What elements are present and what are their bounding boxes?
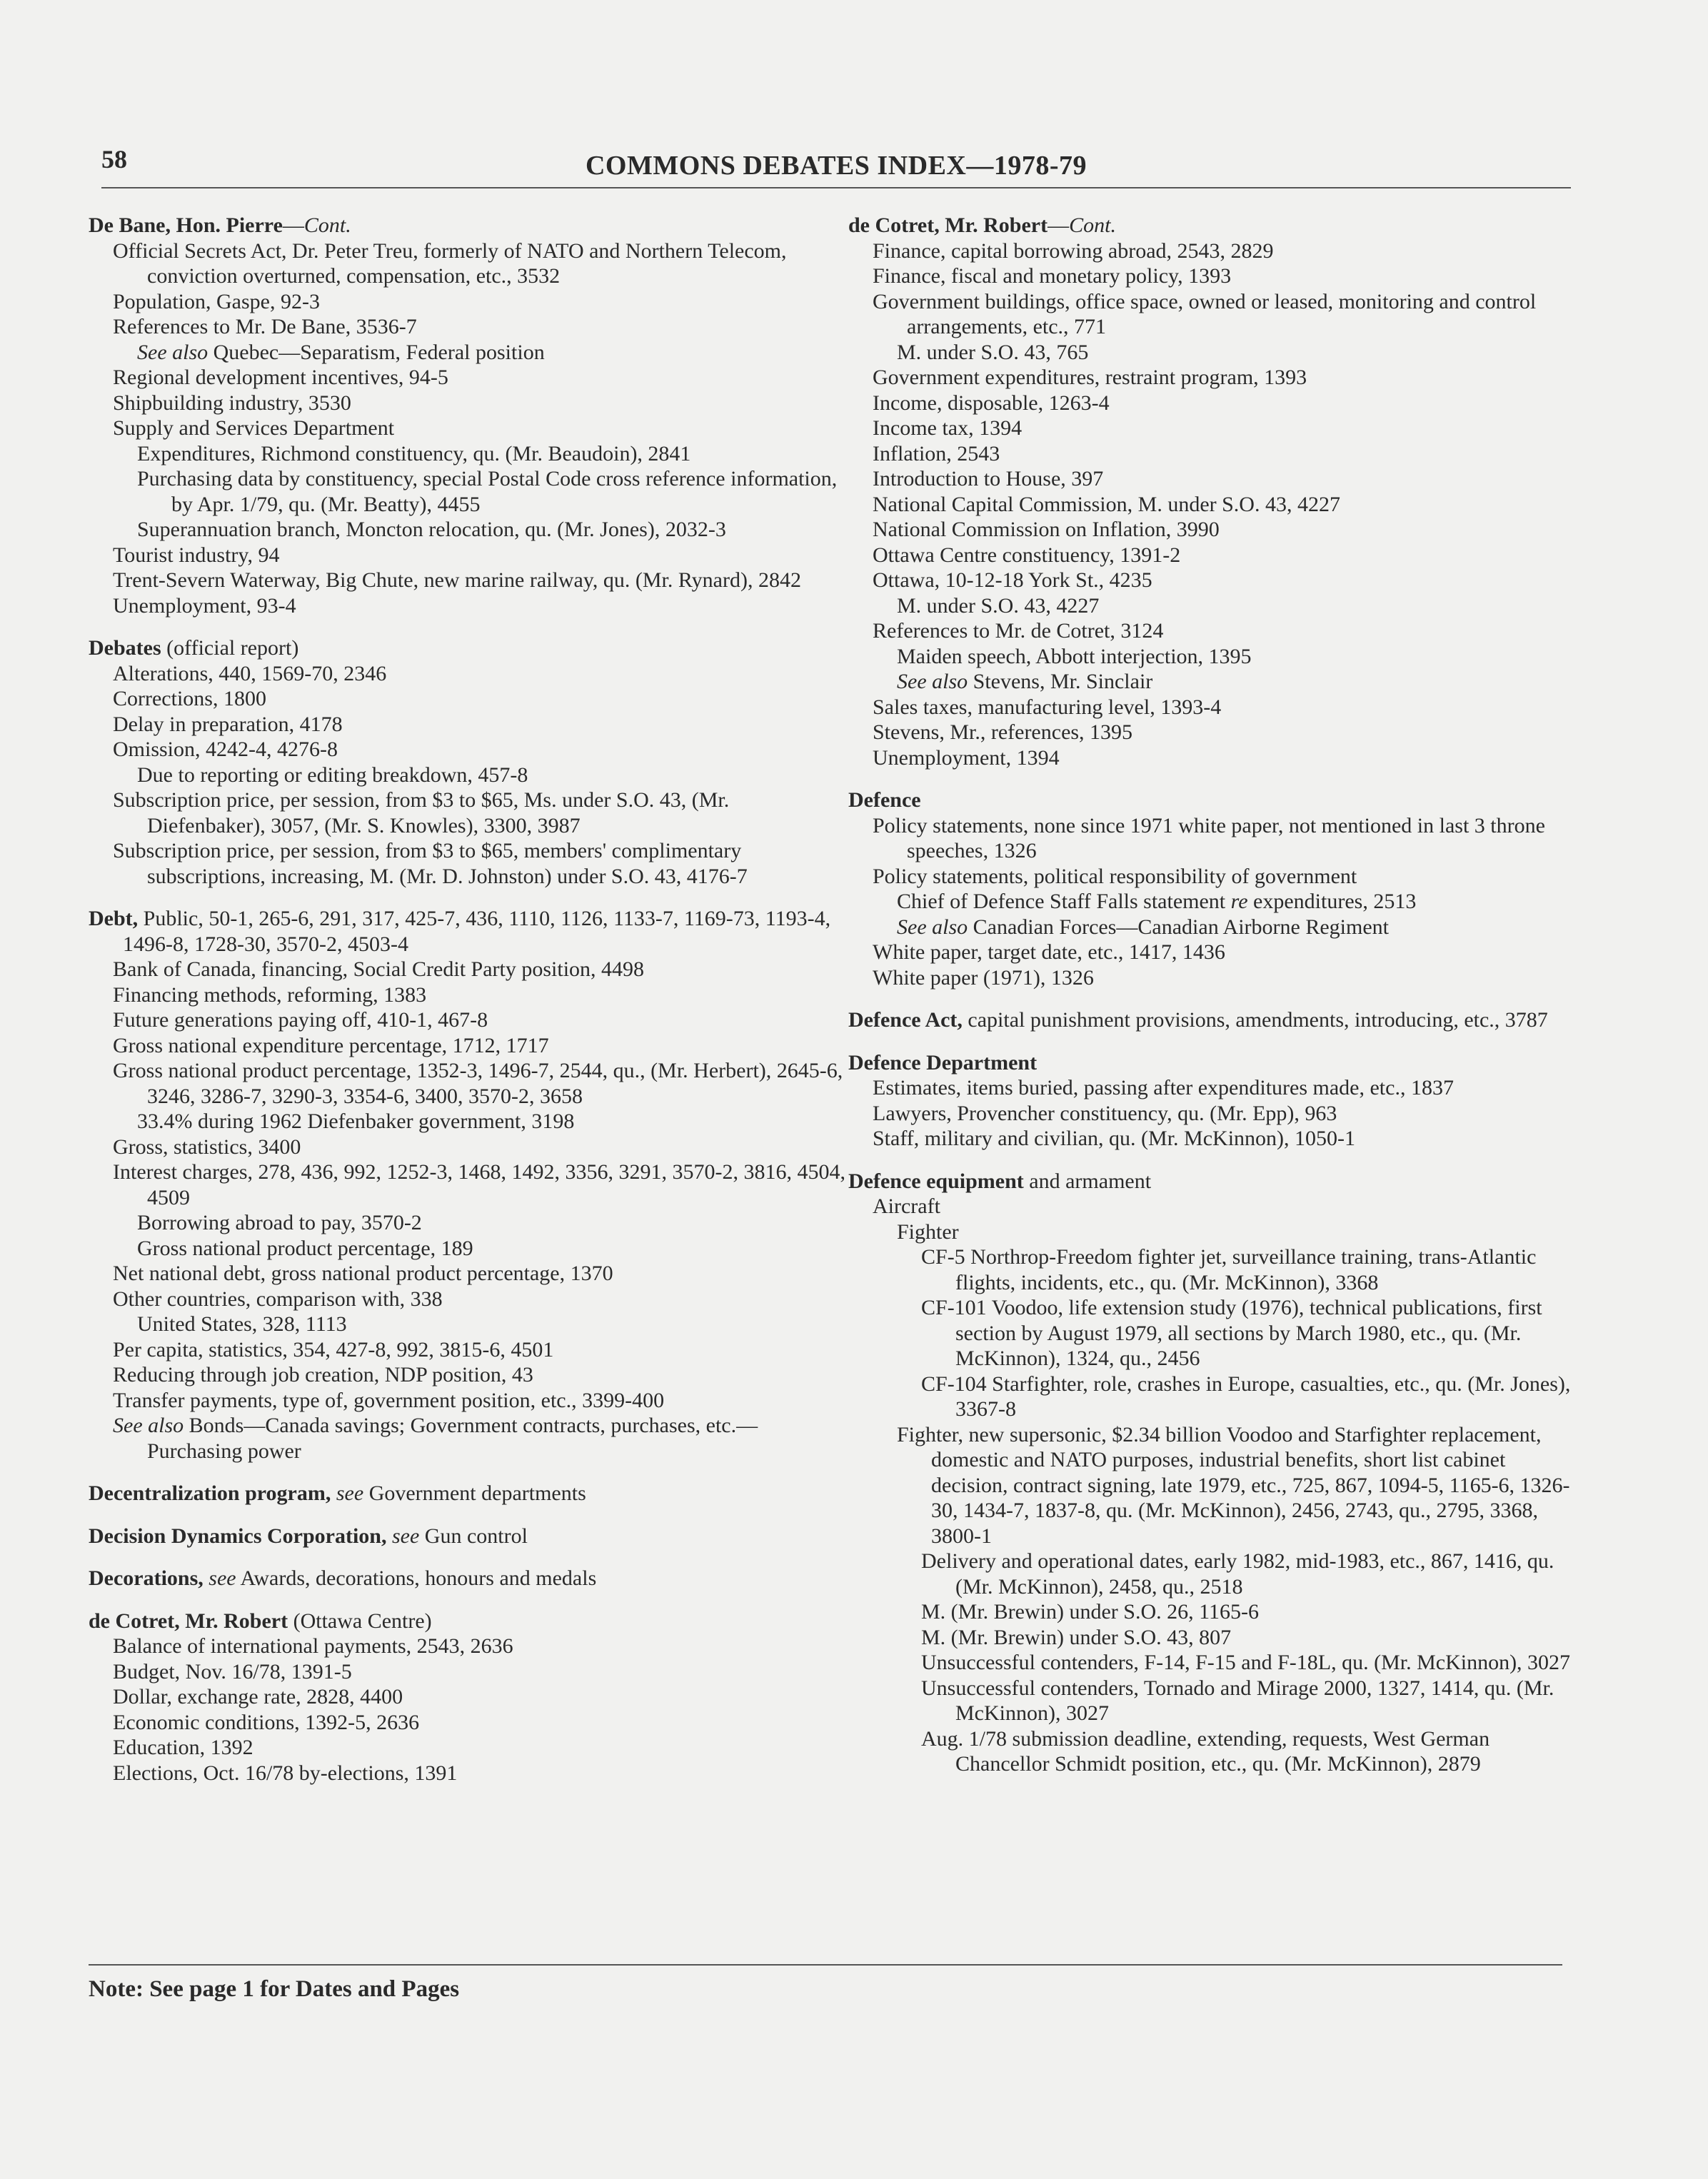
index-heading <box>848 1007 1577 1033</box>
index-text: see <box>209 1566 236 1590</box>
index-text: Trent-Severn Waterway, Big Chute, new marine railway, qu. (Mr. Rynard), 2842 <box>113 568 801 592</box>
index-subentry <box>89 737 845 763</box>
index-subentry <box>89 238 845 289</box>
index-subentry <box>89 763 845 788</box>
index-text: Cont. <box>303 213 351 237</box>
index-subentry <box>89 441 845 467</box>
index-text: Decision Dynamics Corporation, <box>89 1524 387 1548</box>
index-subentry <box>89 314 845 340</box>
index-text: Expenditures, Richmond constituency, qu. (Mr. Beaudoin), 2841 <box>137 441 691 466</box>
index-subentry <box>848 1599 1577 1625</box>
index-entry <box>848 1007 1577 1033</box>
index-text: (official report) <box>161 636 299 660</box>
index-subentry <box>848 593 1577 619</box>
index-text: Defence <box>848 788 921 812</box>
index-subentry <box>848 940 1577 965</box>
index-text: — <box>282 213 304 237</box>
index-text: Estimates, items buried, passing after expenditures made, etc., 1837 <box>873 1076 1454 1099</box>
index-text: M. under S.O. 43, 765 <box>897 340 1089 364</box>
index-text: capital punishment provisions, amendments, introducing, etc., 3787 <box>962 1008 1548 1032</box>
index-subentry <box>89 838 845 889</box>
index-text: Awards, decorations, honours and medals <box>236 1566 597 1590</box>
index-subentry <box>89 1159 845 1210</box>
page-number: 58 <box>101 145 127 173</box>
index-text: Government buildings, office space, owned or leased, monitoring and control arrangements, etc., 771 <box>873 289 1537 338</box>
footer-rule <box>89 1964 1562 1966</box>
index-entry <box>89 635 845 889</box>
index-subentry <box>848 669 1577 695</box>
index-subentry <box>89 787 845 838</box>
index-heading <box>89 213 845 238</box>
index-text: Inflation, 2543 <box>873 441 1000 466</box>
index-text: M. (Mr. Brewin) under S.O. 26, 1165-6 <box>921 1600 1260 1624</box>
page-title: COMMONS DEBATES INDEX—1978-79 <box>585 151 1087 181</box>
index-subentry <box>848 965 1577 991</box>
index-subentry <box>848 864 1577 890</box>
index-text: Net national debt, gross national product percentage, 1370 <box>113 1262 613 1285</box>
index-text: Gross national product percentage, 1352-3, 1496-7, 2544, qu., (Mr. Herbert), 2645-6, 3246, 3286-7, 3290-3, 3354-6, 3400, 3570-2, 3658 <box>113 1059 843 1108</box>
index-text: 33.4% during 1962 Diefenbaker government, 3198 <box>137 1109 575 1133</box>
index-text: References to Mr. De Bane, 3536-7 <box>113 315 417 338</box>
index-heading <box>848 1050 1577 1076</box>
index-text: Financing methods, reforming, 1383 <box>113 982 427 1007</box>
index-text: Finance, fiscal and monetary policy, 1393 <box>873 264 1232 288</box>
index-text: Income, disposable, 1263-4 <box>873 391 1110 415</box>
index-subentry <box>89 1236 845 1262</box>
index-text: Finance, capital borrowing abroad, 2543, 2829 <box>873 238 1274 263</box>
index-text: Bank of Canada, financing, Social Credit Party position, 4498 <box>113 957 645 981</box>
index-heading <box>89 1481 845 1506</box>
index-text: Aug. 1/78 submission deadline, extending, requests, West German Chancellor Schmidt position, etc., qu. (Mr. McKinnon), 2879 <box>921 1726 1490 1776</box>
index-subentry <box>848 568 1577 593</box>
index-text: — <box>1048 213 1070 237</box>
index-text: Subscription price, per session, from $3 to $65, members' complimentary subscriptions, increasing, M. (Mr. D. Johnston) under S.O. 43, 4176-7 <box>113 839 748 888</box>
index-text: Stevens, Mr., references, 1395 <box>873 720 1133 744</box>
index-text: Balance of international payments, 2543, 2636 <box>113 1634 513 1658</box>
index-subentry <box>848 813 1577 864</box>
index-text: Transfer payments, type of, government position, etc., 3399-400 <box>113 1388 665 1412</box>
index-text <box>331 1481 336 1505</box>
index-text: (Ottawa Centre) <box>288 1609 432 1633</box>
index-text: Introduction to House, 397 <box>873 467 1104 490</box>
index-subentry <box>89 543 845 568</box>
index-text: CF-5 Northrop-Freedom fighter jet, surveillance training, trans-Atlantic flights, incidents, etc., qu. (Mr. McKinnon), 3368 <box>921 1245 1537 1294</box>
index-text: Quebec—Separatism, Federal position <box>208 340 545 364</box>
index-subentry <box>89 1761 845 1786</box>
index-text: Gross national product percentage, 189 <box>137 1236 473 1260</box>
index-text: Delay in preparation, 4178 <box>113 712 343 736</box>
index-subentry <box>848 720 1577 745</box>
index-text: Defence Act, <box>848 1008 963 1032</box>
index-heading <box>89 906 845 957</box>
index-subentry <box>848 1295 1577 1372</box>
index-entry <box>89 1609 845 1786</box>
index-subentry <box>89 1634 845 1659</box>
index-subentry <box>89 1058 845 1109</box>
footer-note: Note: See page 1 for Dates and Pages <box>89 1976 460 2002</box>
index-text: Reducing through job creation, NDP position, 43 <box>113 1363 533 1387</box>
index-text: Defence equipment <box>848 1169 1024 1193</box>
index-text: Economic conditions, 1392-5, 2636 <box>113 1710 420 1734</box>
index-text: Alterations, 440, 1569-70, 2346 <box>113 661 387 685</box>
index-subentry <box>89 686 845 712</box>
index-entry <box>848 787 1577 990</box>
index-text: White paper, target date, etc., 1417, 1436 <box>873 940 1225 964</box>
index-text: Due to reporting or editing breakdown, 457-8 <box>137 763 528 787</box>
index-subentry <box>848 1194 1577 1219</box>
index-text <box>386 1524 392 1548</box>
index-text: Debates <box>89 636 161 660</box>
index-text: National Capital Commission, M. under S.O. 43, 4227 <box>873 492 1340 516</box>
index-subentry <box>89 365 845 391</box>
index-subentry <box>89 661 845 687</box>
index-text: Staff, military and civilian, qu. (Mr. McKinnon), 1050-1 <box>873 1127 1356 1150</box>
index-text: Unsuccessful contenders, Tornado and Mirage 2000, 1327, 1414, qu. (Mr. McKinnon), 3027 <box>921 1676 1554 1725</box>
index-text: Other countries, comparison with, 338 <box>113 1287 443 1311</box>
index-subentry <box>848 644 1577 670</box>
index-text: Cont. <box>1069 213 1116 237</box>
index-text: Future generations paying off, 410-1, 467-8 <box>113 1008 488 1032</box>
index-text: Per capita, statistics, 354, 427-8, 992, 3815-6, 4501 <box>113 1337 554 1362</box>
index-text: Borrowing abroad to pay, 3570-2 <box>137 1211 422 1234</box>
index-entry <box>89 1524 845 1549</box>
index-subentry <box>848 1244 1577 1295</box>
index-text: Gross national expenditure percentage, 1712, 1717 <box>113 1033 549 1057</box>
index-text: Gross, statistics, 3400 <box>113 1134 301 1159</box>
index-subentry <box>848 289 1577 340</box>
index-text: De Bane, Hon. Pierre <box>89 213 283 237</box>
index-subentry <box>848 1726 1577 1777</box>
index-subentry <box>89 289 845 315</box>
index-heading <box>848 213 1577 238</box>
index-subentry <box>848 1126 1577 1152</box>
index-subentry <box>89 593 845 619</box>
index-text: National Commission on Inflation, 3990 <box>873 518 1220 541</box>
index-subentry <box>848 1650 1577 1676</box>
index-subentry <box>848 1625 1577 1651</box>
index-subentry <box>848 889 1577 915</box>
index-subentry <box>848 1372 1577 1422</box>
index-text: Decorations, <box>89 1566 204 1590</box>
index-text: Population, Gaspe, 92-3 <box>113 289 320 313</box>
index-text: See also <box>897 915 968 939</box>
index-subentry <box>89 1210 845 1236</box>
index-text: Purchasing data by constituency, special Postal Code cross reference information, by Apr. 1/79, qu. (Mr. Beatty), 4455 <box>137 467 838 516</box>
index-text: Lawyers, Provencher constituency, qu. (Mr. Epp), 963 <box>873 1101 1337 1125</box>
index-heading <box>848 1169 1577 1194</box>
index-text: M. under S.O. 43, 4227 <box>897 593 1100 618</box>
index-text: Official Secrets Act, Dr. Peter Treu, formerly of NATO and Northern Telecom, conviction overturned, compensation, etc., 3532 <box>113 238 787 288</box>
index-entry <box>848 1169 1577 1777</box>
index-text: Ottawa Centre constituency, 1391-2 <box>873 543 1181 567</box>
index-subentry <box>89 1413 845 1464</box>
index-text: Tourist industry, 94 <box>113 543 280 567</box>
index-column-left <box>89 213 845 1803</box>
index-subentry <box>89 1388 845 1414</box>
index-text: Interest charges, 278, 436, 992, 1252-3, 1468, 1492, 3356, 3291, 3570-2, 3816, 4504, 4509 <box>113 1160 846 1209</box>
index-heading <box>89 1566 845 1591</box>
index-text: Budget, Nov. 16/78, 1391-5 <box>113 1659 352 1684</box>
index-text: expenditures, 2513 <box>1247 890 1417 913</box>
index-text: Omission, 4242-4, 4276-8 <box>113 738 338 761</box>
index-text: Government departments <box>363 1481 586 1505</box>
index-heading <box>89 1609 845 1634</box>
index-subentry <box>848 340 1577 366</box>
index-text: Maiden speech, Abbott interjection, 1395 <box>897 644 1252 668</box>
index-text: Sales taxes, manufacturing level, 1393-4 <box>873 695 1222 719</box>
index-heading <box>89 1524 845 1549</box>
index-subentry <box>848 915 1577 940</box>
index-subentry <box>89 1362 845 1388</box>
index-text: Chief of Defence Staff Falls statement <box>897 890 1231 913</box>
index-subentry <box>89 712 845 738</box>
index-subentry <box>89 340 845 366</box>
index-entry <box>89 213 845 618</box>
index-text: and armament <box>1023 1169 1152 1193</box>
index-text: Aircraft <box>873 1194 940 1218</box>
index-text: CF-104 Starfighter, role, crashes in Europe, casualties, etc., qu. (Mr. Jones), 3367-8 <box>921 1372 1571 1421</box>
index-subentry <box>848 618 1577 644</box>
index-subentry <box>89 391 845 416</box>
index-text: Gun control <box>419 1524 528 1548</box>
index-text: re <box>1230 890 1248 913</box>
index-text: Ottawa, 10-12-18 York St., 4235 <box>873 568 1152 592</box>
index-subentry <box>848 238 1577 264</box>
index-text: Fighter, new supersonic, $2.34 billion Voodoo and Starfighter replacement, domestic and NATO purposes, industrial benefits, short list cabinet decision, contract signing, late 1979, etc., 725, 867, 1094-5, 1165-6, 1326-30, 1434-7, 1837-8, qu. (Mr. McKinnon), 2456, 2743, qu., 2795, 3368, 3800-1 <box>897 1422 1570 1548</box>
index-subentry <box>848 441 1577 467</box>
index-subentry <box>89 1287 845 1312</box>
index-subentry <box>89 416 845 441</box>
index-subentry <box>89 1134 845 1160</box>
index-text: see <box>391 1524 420 1548</box>
index-text: See also <box>897 670 968 693</box>
index-subentry <box>89 1337 845 1363</box>
index-subentry <box>89 1109 845 1134</box>
index-text: Unsuccessful contenders, F-14, F-15 and F-18L, qu. (Mr. McKinnon), 3027 <box>921 1651 1571 1674</box>
index-text: Superannuation branch, Moncton relocation, qu. (Mr. Jones), 2032-3 <box>137 518 726 541</box>
index-text: Shipbuilding industry, 3530 <box>113 391 351 415</box>
index-text: Education, 1392 <box>113 1736 253 1759</box>
index-text: Delivery and operational dates, early 1982, mid-1983, etc., 867, 1416, qu. (Mr. McKinnon), 2458, qu., 2518 <box>921 1549 1554 1599</box>
index-subentry <box>89 1735 845 1761</box>
index-subentry <box>89 982 845 1008</box>
index-subentry <box>89 466 845 517</box>
index-entry <box>89 906 845 1464</box>
header-rule <box>101 187 1571 188</box>
index-text: de Cotret, Mr. Robert <box>89 1609 288 1633</box>
index-text: M. (Mr. Brewin) under S.O. 43, 807 <box>921 1625 1232 1649</box>
index-subentry <box>848 1219 1577 1245</box>
index-text: Income tax, 1394 <box>873 416 1023 440</box>
index-subentry <box>89 1007 845 1033</box>
index-subentry <box>848 1676 1577 1726</box>
index-text: United States, 328, 1113 <box>137 1312 347 1336</box>
index-subentry <box>89 568 845 593</box>
index-subentry <box>89 1684 845 1710</box>
index-subentry <box>848 695 1577 720</box>
index-text: CF-101 Voodoo, life extension study (1976), technical publications, first section by August 1979, all sections by March 1980, etc., qu. (Mr. McKinnon), 1324, qu., 2456 <box>921 1296 1542 1370</box>
index-subentry <box>848 745 1577 771</box>
index-text: Policy statements, none since 1971 white paper, not mentioned in last 3 throne speeches, 1326 <box>873 813 1545 862</box>
page-header <box>101 140 1571 190</box>
index-subentry <box>89 1659 845 1685</box>
index-text: Government expenditures, restraint program, 1393 <box>873 366 1307 389</box>
index-text: Elections, Oct. 16/78 by-elections, 1391 <box>113 1761 458 1785</box>
index-subentry <box>89 1312 845 1337</box>
index-text: Bonds—Canada savings; Government contracts, purchases, etc.—Purchasing power <box>147 1414 758 1463</box>
index-entry <box>89 1566 845 1591</box>
index-heading <box>848 787 1577 813</box>
index-text: see <box>336 1481 364 1505</box>
index-text: Decentralization program, <box>89 1481 331 1505</box>
index-subentry <box>848 416 1577 441</box>
index-subentry <box>848 365 1577 391</box>
index-subentry <box>89 517 845 543</box>
index-text: Subscription price, per session, from $3 to $65, Ms. under S.O. 43, (Mr. Diefenbaker), 3057, (Mr. S. Knowles), 3300, 3987 <box>113 788 730 837</box>
index-entry <box>848 1050 1577 1152</box>
index-subentry <box>848 1101 1577 1127</box>
index-text: Debt, <box>89 907 139 930</box>
index-text: See also <box>113 1414 184 1437</box>
index-text: Regional development incentives, 94-5 <box>113 366 448 389</box>
index-heading <box>89 635 845 661</box>
index-text: White paper (1971), 1326 <box>873 965 1094 990</box>
index-text: Public, 50-1, 265-6, 291, 317, 425-7, 436, 1110, 1126, 1133-7, 1169-73, 1193-4, 1496-8, 1728-30, 3570-2, 4503-4 <box>123 907 831 956</box>
index-subentry <box>848 263 1577 289</box>
index-subentry <box>848 543 1577 568</box>
index-subentry <box>848 1549 1577 1599</box>
index-text: Unemployment, 93-4 <box>113 593 296 618</box>
index-subentry <box>848 492 1577 518</box>
index-subentry <box>848 1075 1577 1101</box>
index-text: Fighter <box>897 1219 959 1244</box>
index-subentry <box>848 1422 1577 1549</box>
index-subentry <box>89 1033 845 1059</box>
index-entry <box>89 1481 845 1506</box>
index-text: Policy statements, political responsibility of government <box>873 864 1357 888</box>
index-text: See also <box>137 340 209 364</box>
index-text: Canadian Forces—Canadian Airborne Regiment <box>968 915 1389 939</box>
index-subentry <box>89 957 845 982</box>
index-text: Defence Department <box>848 1050 1038 1075</box>
index-text: Stevens, Mr. Sinclair <box>968 670 1153 693</box>
index-column-right <box>848 213 1577 1794</box>
index-subentry <box>89 1710 845 1736</box>
index-subentry <box>848 517 1577 543</box>
index-text: References to Mr. de Cotret, 3124 <box>873 619 1164 643</box>
index-subentry <box>848 391 1577 416</box>
index-text: Corrections, 1800 <box>113 687 266 710</box>
index-text: Unemployment, 1394 <box>873 745 1060 770</box>
index-text: Dollar, exchange rate, 2828, 4400 <box>113 1685 403 1709</box>
index-subentry <box>848 466 1577 492</box>
index-text: de Cotret, Mr. Robert <box>848 213 1048 237</box>
index-entry <box>848 213 1577 770</box>
index-text: Supply and Services Department <box>113 416 395 440</box>
index-subentry <box>89 1261 845 1287</box>
